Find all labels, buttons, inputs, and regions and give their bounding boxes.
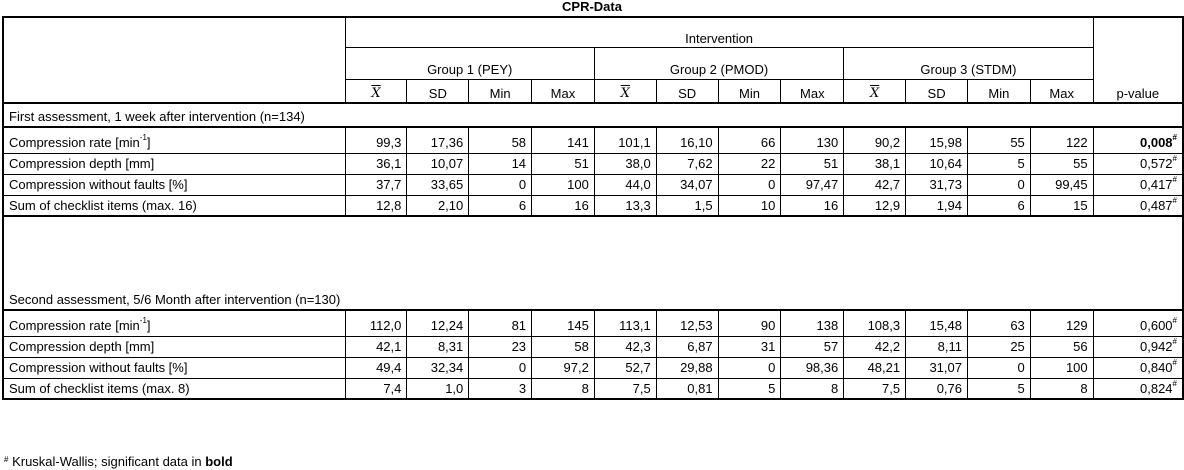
- value-cell: 32,34: [407, 357, 469, 378]
- value-cell: 0: [469, 174, 532, 195]
- value-cell: 31,07: [906, 357, 968, 378]
- value-cell: 42,2: [844, 336, 906, 357]
- row-label: [3, 357, 345, 378]
- value-cell: 99,3: [345, 127, 407, 153]
- value-cell: 58: [469, 127, 532, 153]
- value-cell: 6,87: [656, 336, 718, 357]
- xbar-symbol: $\overline{X}$: [870, 86, 880, 101]
- value-cell: 8: [781, 378, 844, 399]
- header-stat-min: Min: [718, 79, 781, 103]
- value-cell: 23: [469, 336, 532, 357]
- footnote-text: Kruskal-Wallis; significant data in: [8, 454, 206, 469]
- value-cell: 58: [532, 336, 595, 357]
- p-value-mark: #: [1172, 358, 1177, 367]
- row-label-text: Compression rate [min: [9, 317, 140, 333]
- p-value-cell: [1093, 127, 1183, 153]
- value-cell: 0,81: [656, 378, 718, 399]
- value-cell: 10,07: [407, 153, 469, 174]
- value-cell: 3: [469, 378, 532, 399]
- value-cell: 29,88: [656, 357, 718, 378]
- value-cell: 57: [781, 336, 844, 357]
- header-group-1: Group 1 (PEY): [345, 47, 594, 79]
- xbar-symbol: $\overline{X}$: [620, 86, 630, 101]
- value-cell: 122: [1030, 127, 1093, 153]
- row-label-text: Compression rate [min: [9, 134, 140, 150]
- table-row: [3, 153, 1183, 174]
- value-cell: 56: [1030, 336, 1093, 357]
- row-label: [3, 127, 345, 153]
- xbar-symbol: $\overline{X}$: [371, 86, 381, 101]
- header-p-value: p-value: [1093, 17, 1183, 103]
- header-intervention: Intervention: [345, 17, 1093, 47]
- value-cell: 63: [968, 310, 1031, 336]
- table-row: [3, 127, 1183, 153]
- value-cell: 8,31: [407, 336, 469, 357]
- value-cell: 0: [968, 174, 1031, 195]
- value-cell: 25: [968, 336, 1031, 357]
- value-cell: 5: [718, 378, 781, 399]
- value-cell: 90: [718, 310, 781, 336]
- value-cell: 138: [781, 310, 844, 336]
- value-cell: 97,47: [781, 174, 844, 195]
- value-cell: 113,1: [594, 310, 656, 336]
- value-cell: 17,36: [407, 127, 469, 153]
- row-label: [3, 174, 345, 195]
- value-cell: 31: [718, 336, 781, 357]
- value-cell: 12,9: [844, 195, 906, 216]
- value-cell: 90,2: [844, 127, 906, 153]
- value-cell: 31,73: [906, 174, 968, 195]
- value-cell: 100: [532, 174, 595, 195]
- value-cell: 129: [1030, 310, 1093, 336]
- value-cell: 49,4: [345, 357, 407, 378]
- p-value-mark: #: [1172, 175, 1177, 184]
- value-cell: 16: [532, 195, 595, 216]
- value-cell: 2,10: [407, 195, 469, 216]
- table-title: CPR-Data: [562, 0, 622, 14]
- row-label-text: Sum of checklist items (max. 8): [9, 380, 190, 396]
- row-label: [3, 378, 345, 399]
- value-cell: 1,94: [906, 195, 968, 216]
- value-cell: 34,07: [656, 174, 718, 195]
- p-value: 0,487: [1140, 197, 1173, 213]
- header-stat-max: Max: [781, 79, 844, 103]
- header-stat-sd: SD: [906, 79, 968, 103]
- header-blank: [3, 17, 345, 103]
- value-cell: 1,0: [407, 378, 469, 399]
- table-row: [3, 378, 1183, 399]
- row-label-sup: -1: [139, 315, 147, 325]
- header-stat-x: [594, 79, 656, 103]
- section-title-row: [3, 216, 1183, 310]
- p-value: 0,008: [1140, 134, 1173, 150]
- row-label: [3, 153, 345, 174]
- value-cell: 15,48: [906, 310, 968, 336]
- value-cell: 51: [532, 153, 595, 174]
- p-value: 0,600: [1140, 317, 1173, 333]
- value-cell: 44,0: [594, 174, 656, 195]
- table-row: [3, 357, 1183, 378]
- header-stat-sd: SD: [407, 79, 469, 103]
- row-label-text: Compression without faults [%]: [9, 177, 188, 192]
- value-cell: 10: [718, 195, 781, 216]
- value-cell: 10,64: [906, 153, 968, 174]
- header-stat-max: Max: [1030, 79, 1093, 103]
- p-value-cell: [1093, 378, 1183, 399]
- value-cell: 112,0: [345, 310, 407, 336]
- row-label-sup: -1: [139, 132, 147, 142]
- row-label-text: Compression without faults [%]: [9, 360, 188, 375]
- table-row: [3, 310, 1183, 336]
- value-cell: 108,3: [844, 310, 906, 336]
- header-stat-min: Min: [968, 79, 1031, 103]
- value-cell: 22: [718, 153, 781, 174]
- header-stat-x: [345, 79, 407, 103]
- p-value: 0,824: [1140, 380, 1173, 396]
- value-cell: 141: [532, 127, 595, 153]
- header-stat-min: Min: [469, 79, 532, 103]
- row-label-end: ]: [146, 134, 151, 150]
- value-cell: 1,5: [656, 195, 718, 216]
- value-cell: 38,0: [594, 153, 656, 174]
- value-cell: 13,3: [594, 195, 656, 216]
- value-cell: 33,65: [407, 174, 469, 195]
- value-cell: 6: [469, 195, 532, 216]
- value-cell: 66: [718, 127, 781, 153]
- row-label: [3, 310, 345, 336]
- value-cell: 130: [781, 127, 844, 153]
- value-cell: 0: [968, 357, 1031, 378]
- p-value-mark: #: [1172, 378, 1177, 388]
- value-cell: 37,7: [345, 174, 407, 195]
- table-row: [3, 195, 1183, 216]
- p-value: 0,942: [1140, 339, 1173, 354]
- value-cell: 8,11: [906, 336, 968, 357]
- value-cell: 99,45: [1030, 174, 1093, 195]
- value-cell: 81: [469, 310, 532, 336]
- p-value-cell: [1093, 174, 1183, 195]
- section-title: First assessment, 1 week after intervention (n=134): [3, 103, 1183, 127]
- header-group-3: Group 3 (STDM): [844, 47, 1093, 79]
- value-cell: 55: [1030, 153, 1093, 174]
- p-value-mark: #: [1172, 315, 1177, 325]
- value-cell: 0: [718, 174, 781, 195]
- header-stat-x: [844, 79, 906, 103]
- footnote-bold: bold: [205, 454, 233, 469]
- p-value-mark: #: [1172, 132, 1177, 142]
- value-cell: 15,98: [906, 127, 968, 153]
- row-label: [3, 195, 345, 216]
- value-cell: 7,5: [844, 378, 906, 399]
- table-row: [3, 336, 1183, 357]
- value-cell: 100: [1030, 357, 1093, 378]
- value-cell: 101,1: [594, 127, 656, 153]
- footnote: [4, 455, 233, 469]
- value-cell: 14: [469, 153, 532, 174]
- value-cell: 0: [469, 357, 532, 378]
- value-cell: 42,7: [844, 174, 906, 195]
- value-cell: 0,76: [906, 378, 968, 399]
- value-cell: 38,1: [844, 153, 906, 174]
- value-cell: 12,8: [345, 195, 407, 216]
- value-cell: 5: [968, 153, 1031, 174]
- value-cell: 145: [532, 310, 595, 336]
- value-cell: 55: [968, 127, 1031, 153]
- value-cell: 5: [968, 378, 1031, 399]
- value-cell: 16: [781, 195, 844, 216]
- section-title: Second assessment, 5/6 Month after intervention (n=130): [3, 216, 1183, 310]
- p-value-cell: [1093, 357, 1183, 378]
- value-cell: 42,3: [594, 336, 656, 357]
- value-cell: 6: [968, 195, 1031, 216]
- value-cell: 7,62: [656, 153, 718, 174]
- value-cell: 8: [532, 378, 595, 399]
- value-cell: 16,10: [656, 127, 718, 153]
- row-label: [3, 336, 345, 357]
- p-value: 0,572: [1140, 156, 1173, 171]
- value-cell: 7,4: [345, 378, 407, 399]
- footnote-mark: #: [4, 455, 9, 464]
- row-label-text: Sum of checklist items (max. 16): [9, 197, 197, 213]
- cpr-data-table: [2, 16, 1184, 400]
- value-cell: 97,2: [532, 357, 595, 378]
- section-title-row: [3, 103, 1183, 127]
- value-cell: 36,1: [345, 153, 407, 174]
- value-cell: 98,36: [781, 357, 844, 378]
- value-cell: 51: [781, 153, 844, 174]
- p-value-cell: [1093, 310, 1183, 336]
- value-cell: 8: [1030, 378, 1093, 399]
- value-cell: 12,53: [656, 310, 718, 336]
- value-cell: 52,7: [594, 357, 656, 378]
- header-stat-max: Max: [532, 79, 595, 103]
- p-value-cell: [1093, 195, 1183, 216]
- value-cell: 15: [1030, 195, 1093, 216]
- table-row: [3, 174, 1183, 195]
- row-label-end: ]: [146, 317, 151, 333]
- value-cell: 7,5: [594, 378, 656, 399]
- header-group-2: Group 2 (PMOD): [594, 47, 843, 79]
- row-label-text: Compression depth [mm]: [9, 156, 155, 171]
- header-stat-sd: SD: [656, 79, 718, 103]
- p-value-cell: [1093, 153, 1183, 174]
- p-value: 0,840: [1140, 360, 1173, 375]
- value-cell: 42,1: [345, 336, 407, 357]
- p-value-mark: #: [1172, 337, 1177, 346]
- value-cell: 48,21: [844, 357, 906, 378]
- value-cell: 12,24: [407, 310, 469, 336]
- p-value-mark: #: [1172, 154, 1177, 163]
- value-cell: 0: [718, 357, 781, 378]
- row-label-text: Compression depth [mm]: [9, 339, 155, 354]
- p-value-mark: #: [1172, 195, 1177, 205]
- p-value: 0,417: [1140, 177, 1173, 192]
- p-value-cell: [1093, 336, 1183, 357]
